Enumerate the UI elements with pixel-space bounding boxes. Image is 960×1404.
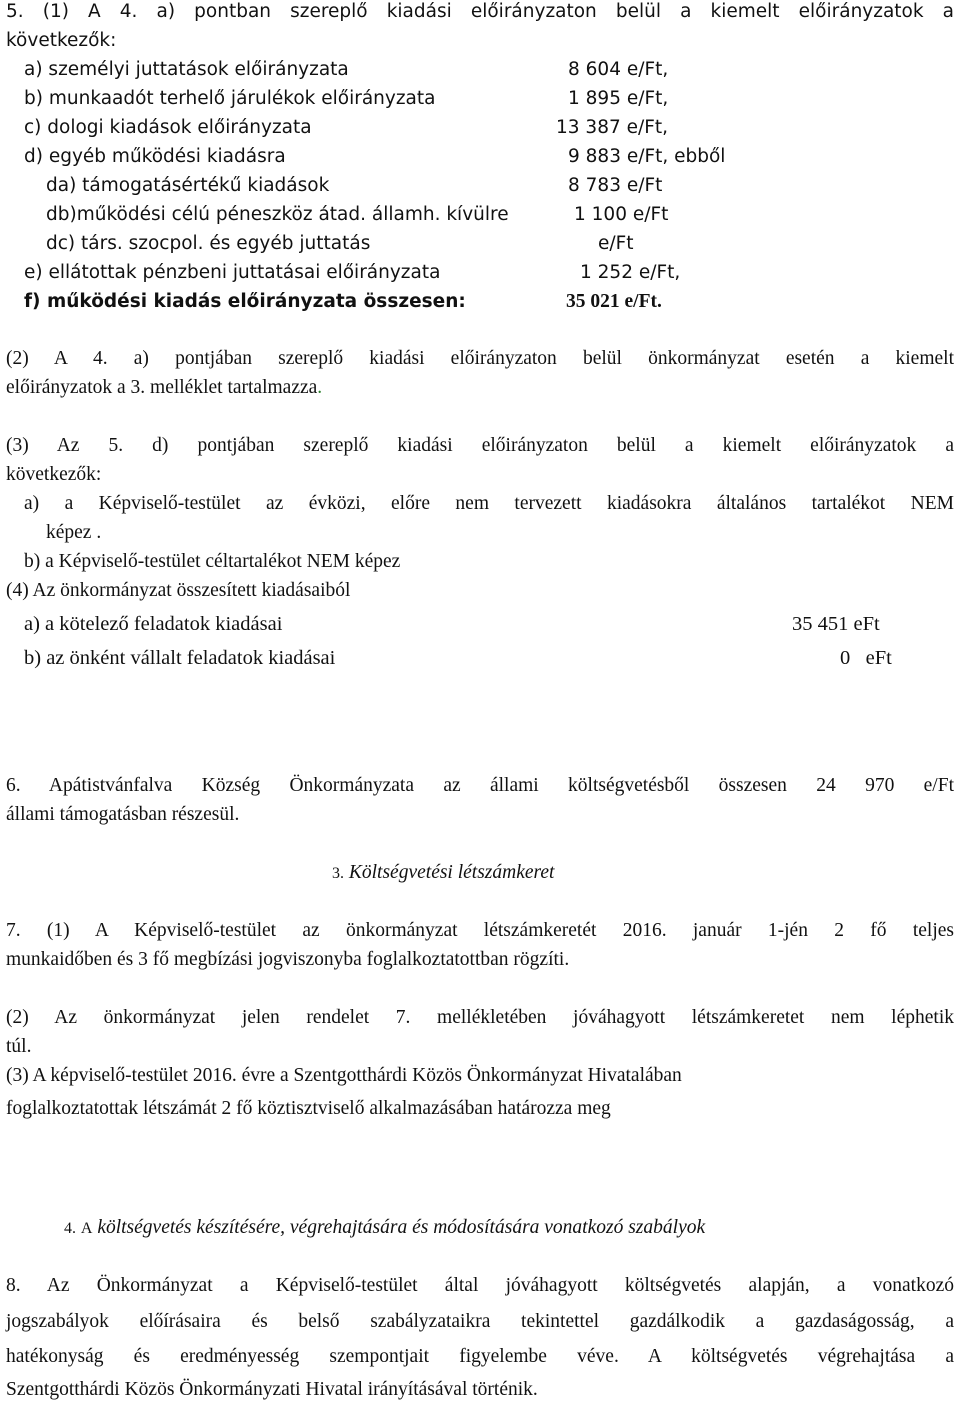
s7-p2-line1: (2) Az önkormányzat jelen rendelet 7. mellékletében jóváhagyott létszámkeretet nem léphetik xyxy=(6,1007,954,1028)
s5-item-c-value: 13 387 e/Ft, xyxy=(556,117,669,138)
s5-item-d-value: 9 883 e/Ft, ebből xyxy=(568,146,726,167)
s5-intro-line1: 5. (1) A 4. a) pontban szereplő kiadási előirányzaton belül a kiemelt előirányzatok a xyxy=(6,1,954,22)
s6-line1: 6. Apátistvánfalva Község Önkormányzata az állami költségvetésből összesen 24 970 e/Ft xyxy=(6,775,954,796)
s5-item-d-label: d) egyéb működési kiadásra xyxy=(24,146,286,167)
s5-p4: (4) Az önkormányzat összesített kiadásaiból xyxy=(6,580,351,601)
section-heading-4 xyxy=(64,1216,705,1241)
s5-item-db-value: 1 100 e/Ft xyxy=(574,204,669,225)
s5-p3-a-line2: képez . xyxy=(46,522,102,543)
s5-item-e-value: 1 252 e/Ft, xyxy=(580,262,681,283)
heading-4-prefix: A xyxy=(80,1220,93,1237)
s5-p4-item-a-value: 35 451 eFt xyxy=(792,613,880,635)
heading-4-number: 4. xyxy=(64,1220,76,1237)
s5-p3-a-line1: a) a Képviselő-testület az évközi, előre nem tervezett kiadásokra általános tartalékot NEM xyxy=(24,493,954,514)
s5-item-da-label: da) támogatásértékű kiadások xyxy=(46,175,330,196)
s7-p1-line2: munkaidőben és 3 fő megbízási jogviszonyba foglalkoztatottban rögzíti. xyxy=(6,949,570,970)
heading-3-number: 3. xyxy=(332,865,344,882)
heading-4-title: költségvetés készítésére, végrehajtására és módosítására vonatkozó szabályok xyxy=(97,1217,706,1238)
s5-item-dc-label: dc) társ. szocpol. és egyéb juttatás xyxy=(46,233,371,254)
s5-p2-line2-text: előirányzatok a 3. melléklet tartalmazza xyxy=(6,377,318,398)
s5-intro-line2: következők: xyxy=(6,30,117,51)
s5-item-db-label: db)működési célú péneszköz átad. államh. kívülre xyxy=(46,204,509,225)
s5-item-dc-value: e/Ft xyxy=(598,233,634,254)
s7-p2-line2: túl. xyxy=(6,1036,32,1057)
s5-p3-b: b) a Képviselő-testület céltartalékot NEM képez xyxy=(24,551,401,572)
s8-line1: 8. Az Önkormányzat a Képviselő-testület által jóváhagyott költségvetés alapján, a vonatkozó xyxy=(6,1275,954,1296)
s5-p2-line2 xyxy=(6,376,322,400)
heading-3-title: Költségvetési létszámkeret xyxy=(348,862,555,883)
s5-p2-period: . xyxy=(317,377,323,398)
s5-item-a-value: 8 604 e/Ft, xyxy=(568,59,669,80)
s5-p2-line1: (2) A 4. a) pontjában szereplő kiadási előirányzaton belül önkormányzat esetén a kiemelt xyxy=(6,348,954,369)
s7-p3-line1: (3) A képviselő-testület 2016. évre a Szentgotthárdi Közös Önkormányzat Hivatalában xyxy=(6,1065,682,1086)
s8-line3: hatékonyság és eredményesség szempontjait figyelembe véve. A költségvetés végrehajtása a xyxy=(6,1346,954,1367)
s5-item-f-value: 35 021 e/Ft. xyxy=(566,291,662,312)
s7-p3-line2: foglalkoztatottak létszámát 2 fő köztisztviselő alkalmazásában határozza meg xyxy=(6,1098,611,1119)
s8-line4: Szentgotthárdi Közös Önkormányzati Hivatal irányításával történik. xyxy=(6,1379,538,1400)
s5-item-da-value: 8 783 e/Ft xyxy=(568,175,663,196)
s5-item-b-label: b) munkaadót terhelő járulékok előirányzata xyxy=(24,88,436,109)
s5-p4-item-b-value: 0 eFt xyxy=(840,647,892,669)
s7-p1-line1: 7. (1) A Képviselő-testület az önkormányzat létszámkeretét 2016. január 1-jén 2 fő teljes xyxy=(6,920,954,941)
section-heading-3 xyxy=(332,861,554,886)
s5-p4-item-b-label: b) az önként vállalt feladatok kiadásai xyxy=(24,647,336,669)
s6-line2: állami támogatásban részesül. xyxy=(6,804,240,825)
s5-p4-item-a-label: a) a kötelező feladatok kiadásai xyxy=(24,613,283,635)
s5-p3-line1: (3) Az 5. d) pontjában szereplő kiadási előirányzaton belül a kiemelt előirányzatok a xyxy=(6,435,954,456)
s8-line2: jogszabályok előírásaira és belső szabályzataikra tekintettel gazdálkodik a gazdaságosság, a xyxy=(6,1311,954,1332)
s5-item-c-label: c) dologi kiadások előirányzata xyxy=(24,117,312,138)
s5-item-a-label: a) személyi juttatások előirányzata xyxy=(24,59,349,80)
s5-p3-line2: következők: xyxy=(6,464,102,485)
s5-item-e-label: e) ellátottak pénzbeni juttatásai előirányzata xyxy=(24,262,441,283)
s5-item-f-label: f) működési kiadás előirányzata összesen: xyxy=(24,291,466,312)
s5-item-b-value: 1 895 e/Ft, xyxy=(568,88,669,109)
